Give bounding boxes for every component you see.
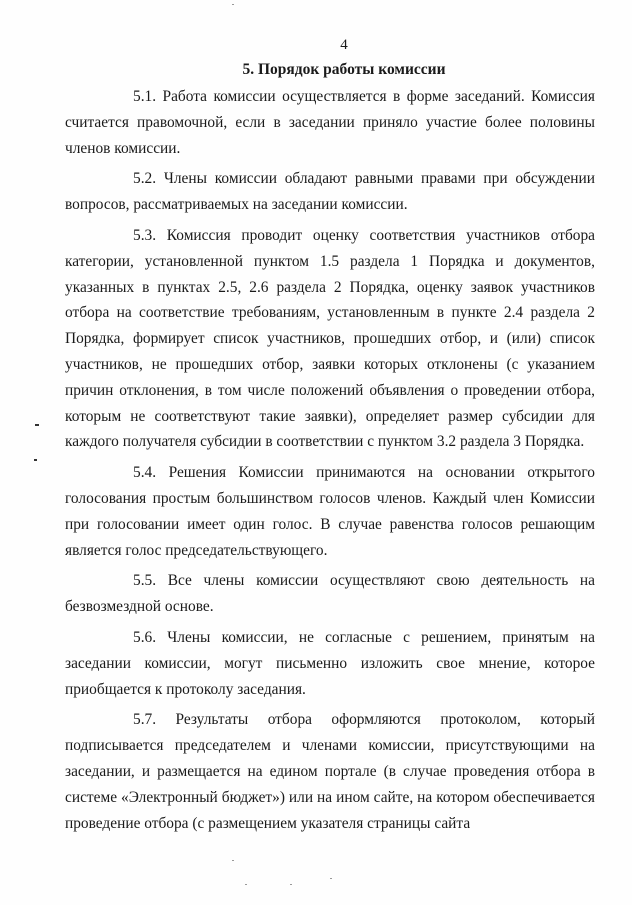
scan-speck [330,878,332,879]
paragraph-5-6: 5.6. Члены комиссии, не согласные с решением, принятым на заседании комиссии, могут письменно изложить свое мнение, которое приобщается к протоколу заседания. [65,628,595,698]
scan-speck [290,884,292,885]
scan-speck [245,884,247,885]
scan-speck [232,4,234,5]
scan-margin-mark [34,459,37,461]
scan-margin-mark [35,424,39,426]
paragraph-5-5: 5.5. Все члены комиссии осуществляют свою деятельность на безвозмездной основе. [65,572,595,616]
paragraph-5-1: 5.1. Работа комиссии осуществляется в форме заседаний. Комиссия считается правомочной, если в заседании приняло участие более половины членов комиссии. [65,88,595,157]
page-number: 4 [340,37,348,53]
body-text [65,84,595,841]
paragraph-5-3: 5.3. Комиссия проводит оценку соответствия участников отбора категории, установленной пунктом 1.5 раздела 1 Порядка и документов, указанных в пунктах 2.5, 2.6 раздела 2 Порядка, оценку заявок участников отбора на соответствие требованиям, установленным в пункте 2.4 раздела 2 Порядка, формирует список участников, прошедших отбор, и (или) список участников, не прошедших отбор, заявки которых отклонены (с указанием причин отклонения, в том числе положений объявления о проведении отбора, которым не соответствуют такие заявки), определяет размер субсидии для каждого получателя субсидии в соответствии с пунктом 3.2 раздела 3 Порядка. [65,226,595,451]
paragraph-5-4: 5.4. Решения Комиссии принимаются на основании открытого голосования простым большинством голосов членов. Каждый член Комиссии при голосовании имеет один голос. В случае равенства голосов решающим является голос председательствующего. [65,464,595,559]
section-title: 5. Порядок работы комиссии [242,61,446,78]
scan-speck [232,860,234,861]
paragraph-5-2: 5.2. Члены комиссии обладают равными правами при обсуждении вопросов, рассматриваемых на заседании комиссии. [65,170,595,214]
paragraph-5-7: 5.7. Результаты отбора оформляются протоколом, который подписывается председателем и членами комиссии, присутствующими на заседании, и размещается на едином портале (в случае проведения отбора в системе «Электронный бюджет») или на ином сайте, на котором обеспечивается проведение отбора (с размещением указателя страницы сайта [65,711,595,832]
